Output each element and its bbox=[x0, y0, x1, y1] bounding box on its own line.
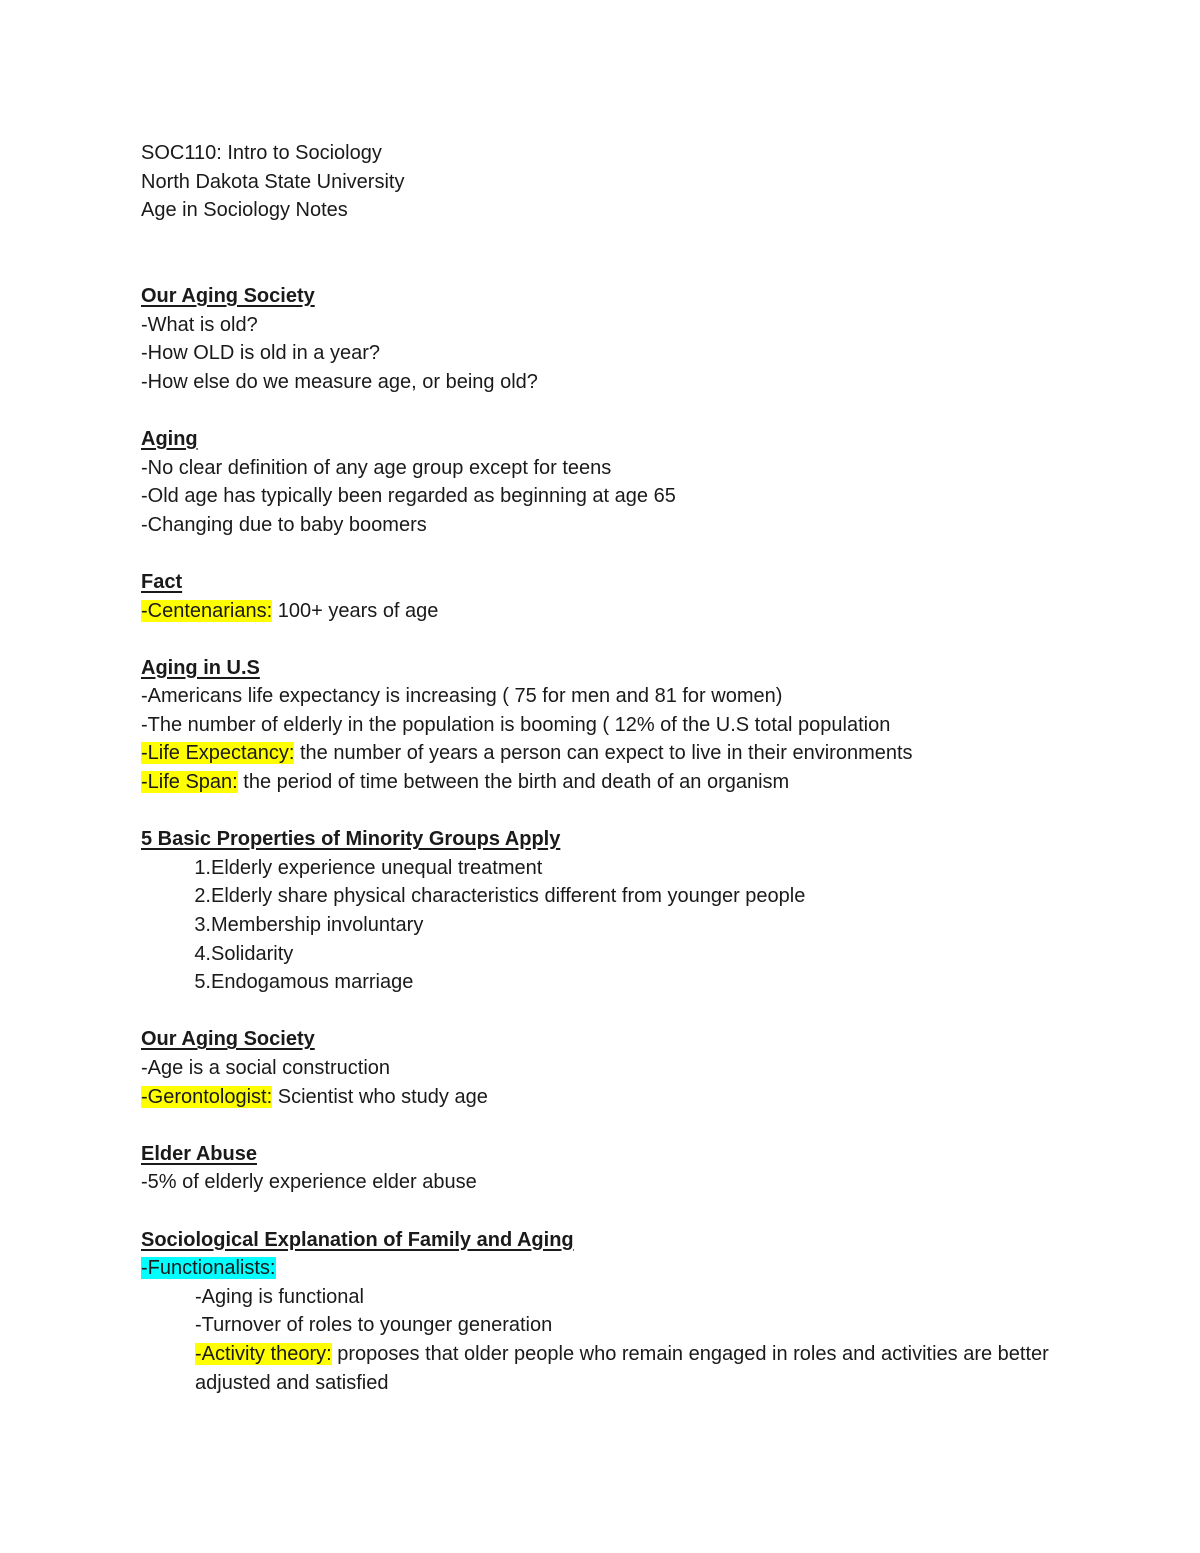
blank-line bbox=[141, 797, 1101, 826]
note-line: -Age is a social construction bbox=[141, 1057, 391, 1079]
note-line: -Americans life expectancy is increasing ( 75 for men and 81 for women) bbox=[141, 685, 783, 708]
section-heading-fact: Fact bbox=[141, 570, 183, 593]
note-line: -Aging is functional bbox=[195, 1285, 364, 1308]
list-number: 5. bbox=[194, 971, 211, 994]
note-line: -The number of elderly in the population is booming ( 12% of the U.S total population bbox=[141, 713, 891, 736]
list-item bbox=[141, 854, 1101, 883]
section-heading-minority-groups: 5 Basic Properties of Minority Groups Apply bbox=[141, 828, 561, 851]
highlighted-term: -Centenarians: bbox=[141, 599, 273, 622]
list-item bbox=[141, 911, 1101, 940]
section-heading-aging-in-us: Aging in U.S bbox=[141, 656, 260, 679]
blank-line bbox=[141, 997, 1101, 1026]
university-name: North Dakota State University bbox=[141, 170, 405, 193]
note-line: -Turnover of roles to younger generation bbox=[195, 1314, 553, 1337]
list-item bbox=[141, 968, 1101, 997]
blank-line bbox=[141, 396, 1101, 425]
definition-paragraph bbox=[141, 1340, 1075, 1397]
blank-line bbox=[141, 539, 1101, 568]
blank-line bbox=[141, 225, 1101, 254]
note-line: -Old age has typically been regarded as beginning at age 65 bbox=[141, 485, 676, 508]
section-heading-aging: Aging bbox=[141, 427, 198, 450]
blank-line bbox=[141, 625, 1101, 654]
section-heading-our-aging-society: Our Aging Society bbox=[141, 284, 315, 307]
list-item bbox=[141, 882, 1101, 911]
note-line: -How OLD is old in a year? bbox=[141, 342, 380, 365]
highlighted-term: -Life Span: bbox=[141, 771, 238, 794]
section-heading-elder-abuse: Elder Abuse bbox=[141, 1142, 257, 1165]
note-line: -Changing due to baby boomers bbox=[141, 513, 427, 536]
definition-line bbox=[141, 1083, 1101, 1112]
list-number: 3. bbox=[194, 914, 211, 937]
list-text: Endogamous marriage bbox=[211, 971, 414, 994]
course-title: SOC110: Intro to Sociology bbox=[141, 142, 382, 164]
definition-line bbox=[141, 597, 1101, 626]
note-line: -5% of elderly experience elder abuse bbox=[141, 1171, 477, 1194]
document-page bbox=[141, 139, 1101, 1397]
notes-title: Age in Sociology Notes bbox=[141, 199, 348, 222]
list-number: 1. bbox=[194, 856, 211, 879]
note-line: -What is old? bbox=[141, 313, 258, 336]
blank-line bbox=[141, 1197, 1101, 1226]
list-text: Elderly share physical characteristics different from younger people bbox=[211, 885, 806, 908]
list-text: Solidarity bbox=[211, 942, 294, 965]
section-heading-our-aging-society: Our Aging Society bbox=[141, 1028, 315, 1051]
definition-line bbox=[141, 1254, 1101, 1283]
definition-text: Scientist who study age bbox=[272, 1085, 488, 1108]
list-item bbox=[141, 940, 1101, 969]
highlighted-term: -Functionalists: bbox=[141, 1257, 276, 1280]
blank-line bbox=[141, 1111, 1101, 1140]
list-number: 2. bbox=[194, 885, 211, 908]
definition-text: proposes that older people who remain engaged in roles and activities are better adjusted and satisfied bbox=[195, 1342, 1049, 1394]
definition-text: 100+ years of age bbox=[272, 599, 439, 622]
highlighted-term: -Gerontologist: bbox=[141, 1085, 273, 1108]
blank-line bbox=[141, 253, 1101, 282]
definition-text: the number of years a person can expect to live in their environments bbox=[294, 742, 913, 765]
list-text: Membership involuntary bbox=[211, 914, 424, 937]
note-line: -How else do we measure age, or being old? bbox=[141, 370, 538, 393]
list-number: 4. bbox=[194, 942, 211, 965]
highlighted-term: -Activity theory: bbox=[195, 1342, 332, 1365]
definition-text: the period of time between the birth and death of an organism bbox=[237, 771, 790, 794]
section-heading-sociological-explanation: Sociological Explanation of Family and Aging bbox=[141, 1228, 574, 1251]
definition-line bbox=[141, 768, 1101, 797]
definition-line bbox=[141, 739, 1101, 768]
note-line: -No clear definition of any age group except for teens bbox=[141, 456, 612, 479]
list-text: Elderly experience unequal treatment bbox=[211, 856, 543, 879]
highlighted-term: -Life Expectancy: bbox=[141, 742, 295, 765]
